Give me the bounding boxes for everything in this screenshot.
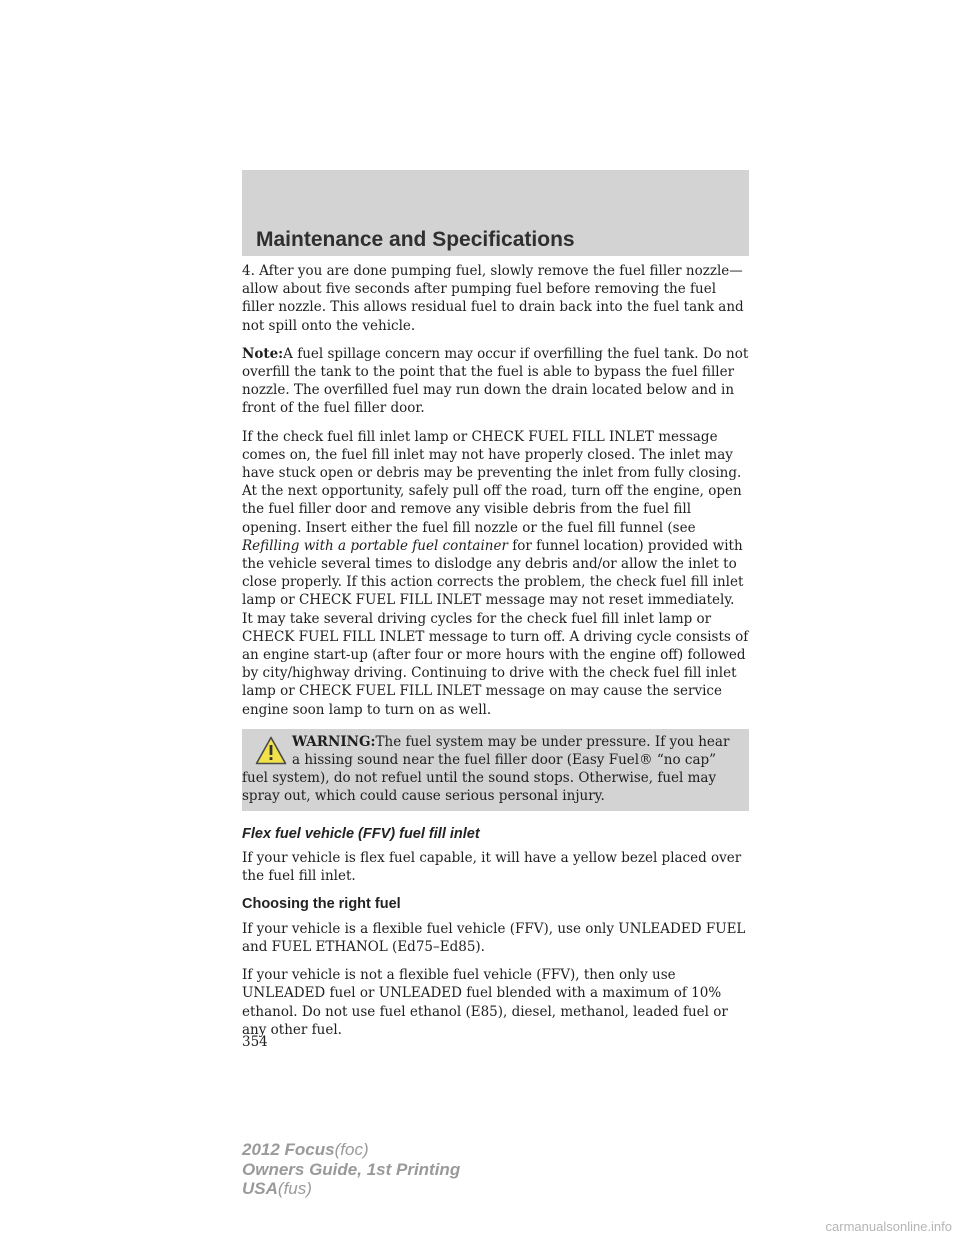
heading-ffv-fill-inlet: Flex fuel vehicle (FFV) fuel fill inlet [242,825,480,842]
warning-first-line [242,733,740,769]
site-watermark: carmanualsonline.info [825,1219,952,1234]
paragraph-step-4: 4. After you are done pumping fuel, slowly remove the fuel filler nozzle—allow about five seconds after pumping fuel before removing the fuel filler nozzle. This allows residual fuel to drain back into the fuel tank and not spill onto the vehicle. [242,263,744,334]
footer-market-code: (fus) [277,1179,312,1198]
footer-model-code: (foc) [334,1140,369,1159]
paragraph-ffv-fuel: If your vehicle is a flexible fuel vehicle (FFV), use only UNLEADED FUEL and FUEL ETHANOL (Ed75–Ed85). [242,920,746,955]
page-content [242,262,749,1051]
note-paragraph [242,345,749,418]
footer-model: 2012 Focus [242,1140,335,1159]
note-label: Note: [242,345,284,362]
warning-label: WARNING: [292,733,376,750]
warning-box [242,729,749,811]
note-text: A fuel spillage concern may occur if overfilling the fuel tank. Do not overfill the tank to the point that the fuel is able to bypass the fuel filler nozzle. The overfilled fuel may run down the drain located below and in front of the fuel filler door. [242,345,749,417]
section-title: Maintenance and Specifications [256,228,575,251]
paragraph-fill-inlet [242,428,749,719]
heading-choosing-fuel: Choosing the right fuel [242,896,401,913]
fill-inlet-text-a: If the check fuel fill inlet lamp or CHECK FUEL FILL INLET message comes on, the fuel fill inlet may not have properly closed. The inlet may have stuck open or debris may be preventing the inlet from fully closing. At the next opportunity, safely pull off the road, turn off the engine, open the fuel filler door and remove any visible debris from the fuel fill opening. Insert either the fuel fill nozzle or the fuel fill funnel (see [242,428,742,536]
paragraph-ffv: If your vehicle is flex fuel capable, it will have a yellow bezel placed over the fuel fill inlet. [242,850,742,885]
footer-line-market [242,1179,460,1199]
print-footer [242,1140,460,1199]
footer-line-model [242,1140,460,1160]
section-header-band [242,170,749,256]
cross-reference-link[interactable]: Refilling with a portable fuel container [242,537,508,554]
paragraph-non-ffv-fuel: If your vehicle is not a flexible fuel vehicle (FFV), then only use UNLEADED fuel or UNLEADED fuel blended with a maximum of 10% ethanol. Do not use fuel ethanol (E85), diesel, methanol, leaded fuel or any other fuel. [242,967,728,1038]
footer-line-guide: Owners Guide, 1st Printing [242,1159,461,1179]
page-number: 354 [242,1033,268,1050]
warning-text [242,733,740,806]
warning-rest-text: fuel system), do not refuel until the sound stops. Otherwise, fuel may spray out, which could cause serious personal injury. [242,770,717,805]
warning-line1-text: The fuel system may be under pressure. If you hear a hissing sound near the fuel filler door (Easy Fuel® “no cap” [292,733,730,769]
fill-inlet-text-b: for funnel location) provided with the vehicle several times to dislodge any debris and/or allow the inlet to close properly. If this action corrects the problem, the check fuel fill inlet lamp or CHECK FUEL FILL INLET message may not reset immediately. It may take several driving cycles for the check fuel fill inlet lamp or CHECK FUEL FILL INLET message to turn off. A driving cycle consists of an engine start-up (after four or more hours with the engine off) followed by city/highway driving. Continuing to drive with the check fuel fill inlet lamp or CHECK FUEL FILL INLET message on may cause the service engine soon lamp to turn on as well. [242,537,749,718]
footer-market: USA [242,1179,278,1198]
